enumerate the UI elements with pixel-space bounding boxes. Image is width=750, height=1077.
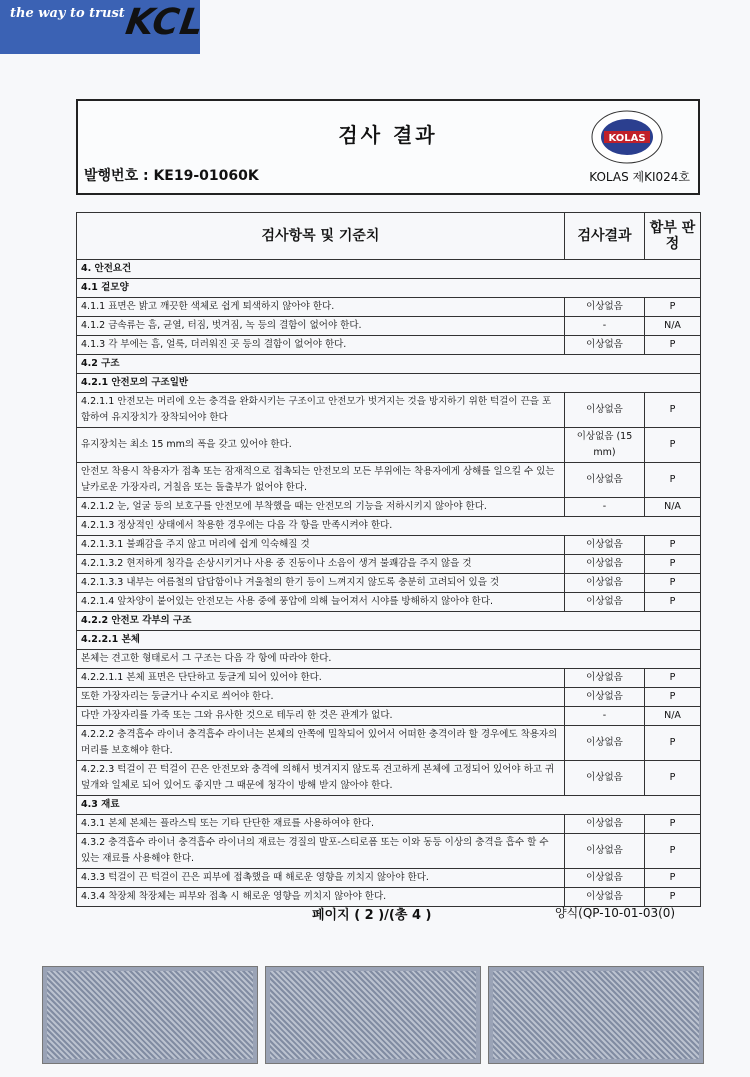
table-row (77, 317, 701, 336)
row-result: 이상없음 (565, 888, 645, 907)
table-row (77, 260, 701, 279)
row-result: - (565, 707, 645, 726)
table-row (77, 834, 701, 869)
row-item: 4.3.2 충격흡수 라이너 충격흡수 라이너의 재료는 경질의 발포-스티로폼 또는 이와 동등 이상의 충격을 흡수 할 수 있는 재료를 사용해야 한다. (77, 834, 565, 869)
row-judgement: P (645, 726, 701, 761)
row-item: 4.2.2.1.1 본체 표면은 단단하고 둥글게 되어 있어야 한다. (77, 669, 565, 688)
section-heading: 4.2 구조 (77, 355, 701, 374)
row-item: 4.2.2.3 턱걸이 끈 턱걸이 끈은 안전모와 충격에 의해서 벗겨지지 않도록 견고하게 본체에 고정되어 있어야 하고 귀 덮개와 일체로 되어 있어도 좋지만 그 때문에 청각이 방해 받지 않아야 한다. (77, 761, 565, 796)
row-result: 이상없음 (565, 761, 645, 796)
row-item: 4.3.3 턱걸이 끈 턱걸이 끈은 피부에 접촉했을 때 해로운 영향을 끼치지 않아야 한다. (77, 869, 565, 888)
row-item: 4.1.1 표면은 밝고 깨끗한 색체로 쉽게 퇴색하지 않아야 한다. (77, 298, 565, 317)
security-pattern (488, 966, 704, 1064)
row-judgement: P (645, 574, 701, 593)
row-item: 4.2.2.2 충격흡수 라이너 충격흡수 라이너는 본체의 안쪽에 밀착되어 있어서 어떠한 충격이라 할 경우에도 착용자의 머리를 보호해야 한다. (77, 726, 565, 761)
table-row (77, 593, 701, 612)
form-number: 양식(QP-10-01-03(0) (555, 906, 676, 920)
table-row (77, 355, 701, 374)
row-result: - (565, 498, 645, 517)
row-judgement: N/A (645, 707, 701, 726)
row-item: 4.1.2 금속류는 흠, 균열, 터짐, 벗겨짐, 녹 등의 결함이 없어야 한다. (77, 317, 565, 336)
table-row (77, 612, 701, 631)
table-row (77, 650, 701, 669)
row-item: 또한 가장자리는 둥글거나 수지로 씌어야 한다. (77, 688, 565, 707)
row-judgement: P (645, 463, 701, 498)
row-result: 이상없음 (565, 869, 645, 888)
table-row (77, 669, 701, 688)
row-result: 이상없음 (565, 815, 645, 834)
row-result: 이상없음 (565, 688, 645, 707)
table-row (77, 428, 701, 463)
table-row (77, 726, 701, 761)
svg-text:KOLAS: KOLAS (608, 133, 646, 144)
row-item: 안전모 착용시 착용자가 접촉 또는 잠재적으로 접촉되는 안전모의 모든 부위에는 착용자에게 상해를 일으킬 수 있는 날카로운 가장자리, 거칠음 또는 돌출부가 없어야 한다. (77, 463, 565, 498)
section-heading: 4.2.2.1 본체 (77, 631, 701, 650)
row-result: 이상없음 (565, 536, 645, 555)
kolas-number: KOLAS 제KI024호 (589, 170, 690, 184)
row-judgement: P (645, 393, 701, 428)
row-judgement: N/A (645, 498, 701, 517)
row-item: 4.3.4 착장체 착장체는 피부와 접촉 시 해로운 영향을 끼치지 않아야 한다. (77, 888, 565, 907)
header-result: 검사결과 (565, 213, 645, 260)
table-row (77, 869, 701, 888)
row-item: 4.3.1 본체 본체는 플라스틱 또는 기타 단단한 재료를 사용하여야 한다. (77, 815, 565, 834)
section-heading: 4. 안전요건 (77, 260, 701, 279)
row-item: 4.2.1.1 안전모는 머리에 오는 충격을 완화시키는 구조이고 안전모가 벗겨지는 것을 방지하기 위한 턱걸이 끈을 포함하여 유지장치가 장착되어야 한다 (77, 393, 565, 428)
row-judgement: P (645, 815, 701, 834)
row-item: 4.2.1.3.2 현저하게 청각을 손상시키거나 사용 중 진동이나 소음이 생겨 불쾌감을 주지 않을 것 (77, 555, 565, 574)
row-item: 4.2.1.2 눈, 얼굴 등의 보호구를 안전모에 부착했을 때는 안전모의 기능을 저하시키지 않아야 한다. (77, 498, 565, 517)
table-row (77, 279, 701, 298)
table-row (77, 796, 701, 815)
brand-banner (0, 0, 207, 54)
row-item: 유지장치는 최소 15 mm의 폭을 갖고 있어야 한다. (77, 428, 565, 463)
section-heading: 4.1 겉모양 (77, 279, 701, 298)
row-judgement: P (645, 555, 701, 574)
security-pattern (265, 966, 481, 1064)
row-result: 이상없음 (565, 555, 645, 574)
table-row (77, 688, 701, 707)
sub-heading: 4.2.1.3 정상적인 상태에서 착용한 경우에는 다음 각 항을 만족시켜야 한다. (77, 517, 701, 536)
header-judgement: 합부 판정 (645, 213, 701, 260)
row-result: 이상없음 (565, 336, 645, 355)
table-row (77, 498, 701, 517)
section-heading: 4.3 재료 (77, 796, 701, 815)
section-heading: 4.2.2 안전모 각부의 구조 (77, 612, 701, 631)
row-judgement: P (645, 428, 701, 463)
row-result: 이상없음 (565, 726, 645, 761)
row-judgement: P (645, 593, 701, 612)
table-row (77, 336, 701, 355)
table-row (77, 517, 701, 536)
issue-number: 발행번호 : KE19-01060K (84, 168, 259, 184)
table-row (77, 761, 701, 796)
row-judgement: P (645, 298, 701, 317)
row-judgement: P (645, 888, 701, 907)
security-pattern (42, 966, 258, 1064)
table-row (77, 393, 701, 428)
row-result: - (565, 317, 645, 336)
row-judgement: N/A (645, 317, 701, 336)
row-judgement: P (645, 834, 701, 869)
row-item: 4.2.1.4 앞차양이 붙어있는 안전모는 사용 중에 풍압에 의해 늘어져서 시야를 방해하지 않아야 한다. (77, 593, 565, 612)
report-header (76, 99, 700, 195)
row-item: 4.1.3 각 부에는 흠, 얼룩, 더러워진 곳 등의 결함이 없어야 한다. (77, 336, 565, 355)
page-title: 검사 결과 (338, 123, 438, 147)
table-row (77, 815, 701, 834)
row-item: 4.2.1.3.1 불쾌감을 주지 않고 머리에 쉽게 익숙해질 것 (77, 536, 565, 555)
brand-logo: KCL (123, 2, 207, 43)
table-row (77, 707, 701, 726)
row-judgement: P (645, 536, 701, 555)
row-result: 이상없음 (565, 393, 645, 428)
table-row (77, 298, 701, 317)
row-judgement: P (645, 761, 701, 796)
table-row (77, 631, 701, 650)
row-result: 이상없음 (15 mm) (565, 428, 645, 463)
page-indicator: 페이지 ( 2 )/(총 4 ) (312, 908, 432, 923)
sub-heading: 본체는 견고한 형태로서 그 구조는 다음 각 항에 따라야 한다. (77, 650, 701, 669)
row-judgement: P (645, 669, 701, 688)
header-item: 검사항목 및 기준치 (77, 213, 565, 260)
row-judgement: P (645, 869, 701, 888)
row-item: 다만 가장자리를 가죽 또는 그와 유사한 것으로 테두리 한 것은 관계가 없다. (77, 707, 565, 726)
table-row (77, 555, 701, 574)
table-row (77, 574, 701, 593)
row-judgement: P (645, 688, 701, 707)
row-result: 이상없음 (565, 593, 645, 612)
section-heading: 4.2.1 안전모의 구조일반 (77, 374, 701, 393)
row-result: 이상없음 (565, 463, 645, 498)
row-result: 이상없음 (565, 574, 645, 593)
table-row (77, 536, 701, 555)
row-result: 이상없음 (565, 834, 645, 869)
row-result: 이상없음 (565, 669, 645, 688)
brand-tagline: the way to trust (10, 6, 125, 21)
row-item: 4.2.1.3.3 내부는 여름철의 답답함이나 겨울철의 한기 등이 느껴지지 않도록 충분히 고려되어 있을 것 (77, 574, 565, 593)
inspection-table (76, 212, 701, 907)
row-judgement: P (645, 336, 701, 355)
table-row (77, 374, 701, 393)
row-result: 이상없음 (565, 298, 645, 317)
table-row (77, 463, 701, 498)
kolas-logo-icon (590, 109, 664, 165)
